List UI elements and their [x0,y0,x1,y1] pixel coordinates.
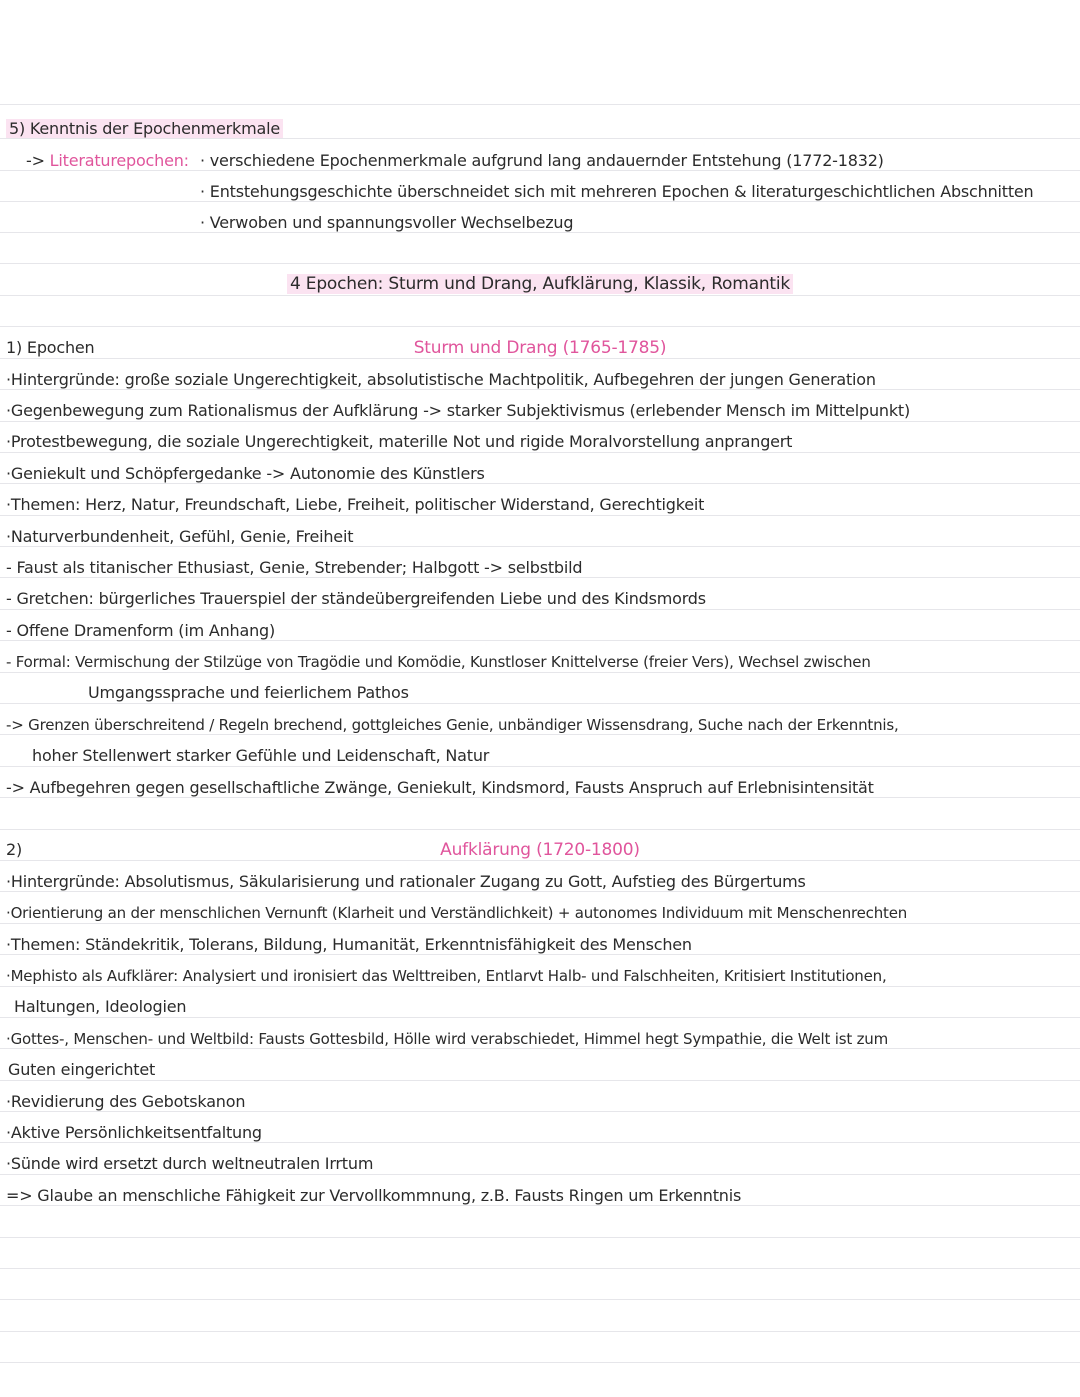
rule [0,672,1080,673]
section-heading [6,119,283,139]
rule [0,295,1080,296]
aufklaerung-line: ·Sünde wird ersetzt durch weltneutralen Irrtum [6,1154,374,1173]
rule [0,1331,1080,1332]
sturm-line: ·Themen: Herz, Natur, Freundschaft, Liebe, Freiheit, politischer Widerstand, Gerechtigkeit [6,495,705,514]
aufklaerung-line: ·Aktive Persönlichkeitsentfaltung [6,1123,262,1142]
section-number: 2) [6,840,23,859]
rule [0,829,1080,830]
sturm-line: hoher Stellenwert starker Gefühle und Leidenschaft, Natur [32,746,490,765]
aufklaerung-line: ·Revidierung des Gebotskanon [6,1092,246,1111]
epochs-title-text: 4 Epochen: Sturm und Drang, Aufklärung, Klassik, Romantik [287,274,793,294]
sturm-line: -> Grenzen überschreitend / Regeln brechend, gottgleiches Genie, unbändiger Wissensdrang, Suche nach der Erkenntnis, [6,716,899,734]
sturm-line: ·Protestbewegung, die soziale Ungerechtigkeit, materille Not und rigide Moralvorstellung anprangert [6,432,793,451]
rule [0,452,1080,453]
sturm-line: - Formal: Vermischung der Stilzüge von Tragödie und Komödie, Kunstloser Knittelverse (freier Vers), Wechsel zwischen [6,653,871,671]
rule [0,515,1080,516]
rule [0,1268,1080,1269]
aufklaerung-line: ·Gottes-, Menschen- und Weltbild: Fausts Gottesbild, Hölle wird verabschiedet, Himmel hegt Sympathie, die Welt ist zum [6,1030,888,1048]
aufklaerung-line: ·Orientierung an der menschlichen Vernunft (Klarheit und Verständlichkeit) + autonomes Individuum mit Menschenrechten [6,904,908,922]
rule [0,421,1080,422]
sturm-line: ·Naturverbundenheit, Gefühl, Genie, Freiheit [6,527,354,546]
literature-epochs-label: Literaturepochen: [49,151,189,170]
sturm-line: - Faust als titanischer Ethusiast, Genie, Strebender; Halbgott -> selbstbild [6,558,583,577]
rule [0,923,1080,924]
rule [0,358,1080,359]
sturm-line: -> Aufbegehren gegen gesellschaftliche Zwänge, Geniekult, Kindsmord, Fausts Anspruch auf Erlebnisintensität [6,778,874,797]
aufklaerung-line: => Glaube an menschliche Fähigkeit zur Vervollkommnung, z.B. Fausts Ringen um Erkenntnis [6,1186,742,1205]
sturm-und-drang-title: Sturm und Drang (1765-1785) [413,338,667,358]
sturm-line: - Offene Dramenform (im Anhang) [6,621,276,640]
intro-bullet-text: Entstehungsgeschichte überschneidet sich mit mehreren Epochen & literaturgeschichtlichen Abschnitten [209,182,1034,201]
rule [0,1362,1080,1363]
intro-bullet: · Verwoben und spannungsvoller Wechselbezug [200,213,574,232]
rule [0,1017,1080,1018]
aufklaerung-title: Aufklärung (1720-1800) [440,840,640,860]
literature-epochs-row [26,151,189,171]
rule [0,609,1080,610]
rule [0,860,1080,861]
rule [0,1299,1080,1300]
rule [0,1080,1080,1081]
rule [0,703,1080,704]
sturm-line: Umgangssprache und feierlichem Pathos [88,683,409,702]
sturm-line: ·Hintergründe: große soziale Ungerechtigkeit, absolutistische Machtpolitik, Aufbegehren der jungen Generation [6,370,876,389]
rule [0,326,1080,327]
section-number: 1) Epochen [6,338,95,357]
rule [0,104,1080,105]
rule [0,263,1080,264]
aufklaerung-line: Haltungen, Ideologien [14,997,187,1016]
intro-bullet-text: Verwoben und spannungsvoller Wechselbezug [209,213,574,232]
rule [0,1237,1080,1238]
section-heading-text: 5) Kenntnis der Epochenmerkmale [6,119,283,138]
aufklaerung-line: ·Themen: Ständekritik, Tolerans, Bildung, Humanität, Erkenntnisfähigkeit des Menschen [6,935,692,954]
rule [0,766,1080,767]
sturm-line: - Gretchen: bürgerliches Trauerspiel der ständeübergreifenden Liebe und des Kindsmords [6,589,706,608]
intro-bullet: · verschiedene Epochenmerkmale aufgrund lang andauernder Entstehung (1772-1832) [200,151,884,170]
aufklaerung-line: Guten eingerichtet [8,1060,156,1079]
rule [0,1174,1080,1175]
aufklaerung-line: ·Hintergründe: Absolutismus, Säkularisierung und rationaler Zugang zu Gott, Aufstieg des Bürgertums [6,872,806,891]
arrow-icon: -> [26,151,45,170]
sturm-line: ·Geniekult und Schöpfergedanke -> Autonomie des Künstlers [6,464,485,483]
aufklaerung-line: ·Mephisto als Aufklärer: Analysiert und ironisiert das Welttreiben, Entlarvt Halb- und Falschheiten, Kritisiert Institutionen, [6,967,887,985]
rule [0,986,1080,987]
intro-bullet: · Entstehungsgeschichte überschneidet sich mit mehreren Epochen & literaturgeschichtlichen Abschnitten [200,182,1034,201]
intro-bullet-text: verschiedene Epochenmerkmale aufgrund lang andauernder Entstehung (1772-1832) [209,151,884,170]
sturm-line: ·Gegenbewegung zum Rationalismus der Aufklärung -> starker Subjektivismus (erlebender Mensch im Mittelpunkt) [6,401,911,420]
epochs-title [0,274,1080,294]
